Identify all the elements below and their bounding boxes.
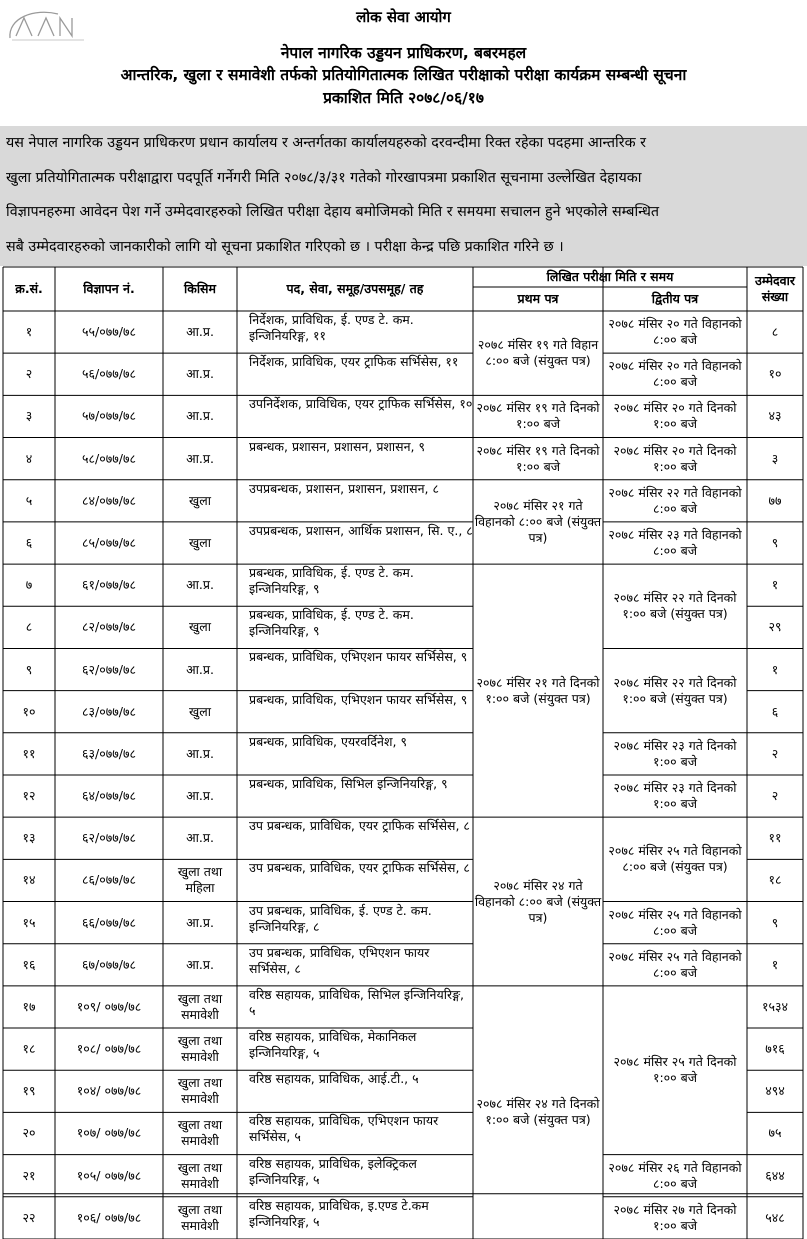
- row-candidate-count: ११: [768, 830, 782, 846]
- row-post: उप प्रबन्धक, प्राविधिक, एयर ट्राफिक सर्भिसेस, ८: [249, 860, 470, 876]
- row-type: आ.प्र.: [186, 956, 214, 972]
- row-advertisement-no: १०५/ ०७७/७८: [76, 1167, 142, 1183]
- row-advertisement-no: ८३/०७७/७८: [82, 703, 136, 719]
- row-post: वरिष्ठ सहायक, प्राविधिक, मेकानिकल इन्जिनियरिङ्ग, ५: [249, 1029, 417, 1061]
- row-type: खुला तथा समावेशी: [177, 1033, 223, 1065]
- row-advertisement-no: ६३/०७७/७८: [82, 745, 136, 761]
- row-type: खुला तथा महिला: [177, 864, 223, 896]
- row-post: वरिष्ठ सहायक, प्राविधिक, इ.एण्ड टे.कम इन्जिनियरिङ्ग, ५: [249, 1197, 429, 1229]
- second-paper-schedule: २०७८ मंसिर २० गते दिनको १:०० बजे: [613, 442, 737, 474]
- row-type: खुला: [189, 534, 211, 550]
- second-paper-schedule: २०७८ मंसिर २० गते विहानको ८:०० बजे: [608, 316, 742, 348]
- row-serial-no: ५: [25, 492, 33, 508]
- second-paper-schedule: २०७८ मंसिर २२ गते दिनको १:०० बजे (संयुक्त पत्र): [613, 674, 737, 706]
- row-serial-no: ६: [25, 534, 33, 550]
- row-serial-no: २१: [22, 1167, 36, 1183]
- row-advertisement-no: ६७/०७७/७८: [82, 956, 136, 972]
- row-post: उप प्रबन्धक, प्राविधिक, एयर ट्राफिक सर्भिसेस, ८: [249, 818, 470, 834]
- row-candidate-count: ६: [771, 703, 779, 719]
- row-serial-no: १६: [22, 956, 36, 972]
- row-candidate-count: ९: [771, 534, 779, 550]
- row-advertisement-no: ५७/०७७/७८: [82, 408, 136, 424]
- notice-subject: आन्तरिक, खुला र समावेशी तर्फको प्रतियोगितात्मक लिखित परीक्षाको परीक्षा कार्यक्रम सम्बन्धी सूचना: [120, 66, 687, 84]
- row-type: आ.प्र.: [186, 745, 214, 761]
- row-post: वरिष्ठ सहायक, प्राविधिक, एभिएशन फायर सर्भिसेस, ५: [249, 1113, 439, 1145]
- row-serial-no: ११: [22, 745, 36, 761]
- row-type: खुला तथा समावेशी: [177, 1201, 223, 1233]
- header-candidate-count: उम्मेदवार संख्या: [754, 273, 795, 304]
- row-post: प्रबन्धक, प्राविधिक, एयरवर्दिनेश, ९: [249, 733, 407, 749]
- header-written-exam: लिखित परीक्षा मिति र समय: [546, 269, 674, 284]
- row-type: खुला तथा समावेशी: [177, 990, 223, 1022]
- row-candidate-count: ९: [771, 914, 779, 930]
- intro-line: खुला प्रतियोगितात्मक परीक्षाद्वारा पदपूर्ति गर्नेगरी मिति २०७८/३/३१ गतेको गोरखापत्रमा प्रकाशित सूचनामा उल्लेखित देहायका: [6, 170, 642, 186]
- row-post: निर्देशक, प्राविधिक, ई. एण्ड टे. कम. इन्जिनियरिङ्ग, ११: [249, 312, 414, 343]
- row-candidate-count: १८: [768, 872, 782, 888]
- second-paper-schedule: २०७८ मंसिर २५ गते विहानको ८:०० बजे: [608, 906, 742, 938]
- intro-line: सबै उम्मेदवारहरुको जानकारीको लागि यो सूचना प्रकाशित गरिएको छ । परीक्षा केन्द्र पछि प्रकाशित गरिने छ ।: [6, 239, 564, 255]
- row-advertisement-no: १०४/ ०७७/७८: [76, 1083, 142, 1099]
- second-paper-schedule: २०७८ मंसिर २३ गते दिनको १:०० बजे: [613, 780, 737, 812]
- row-candidate-count: ६४४: [765, 1167, 785, 1183]
- row-serial-no: १३: [22, 830, 36, 846]
- row-post: उपप्रबन्धक, प्रशासन, प्रशासन, प्रशासन, ८: [249, 480, 439, 496]
- row-serial-no: ७: [25, 577, 33, 593]
- row-type: आ.प्र.: [186, 450, 214, 466]
- row-type: आ.प्र.: [186, 661, 214, 677]
- row-serial-no: १९: [22, 1083, 36, 1099]
- row-candidate-count: १: [771, 577, 779, 593]
- row-serial-no: १८: [22, 1041, 36, 1057]
- row-advertisement-no: ८५/०७७/७८: [82, 534, 136, 550]
- second-paper-schedule: २०७८ मंसिर २३ गते विहानको ८:०० बजे: [608, 526, 742, 558]
- organization-name: नेपाल नागरिक उड्डयन प्राधिकरण, बबरमहल: [280, 44, 527, 62]
- second-paper-schedule: २०७८ मंसिर २७ गते दिनको १:०० बजे: [613, 1201, 737, 1233]
- row-type: आ.प्र.: [186, 577, 214, 593]
- row-type: खुला तथा समावेशी: [177, 1117, 223, 1149]
- row-type: खुला तथा समावेशी: [177, 1159, 223, 1191]
- row-post: प्रबन्धक, प्राविधिक, ई. एण्ड टे. कम. इन्जिनियरिङ्ग, ९: [249, 607, 414, 639]
- row-serial-no: ९: [25, 661, 33, 677]
- row-type: आ.प्र.: [186, 324, 214, 340]
- row-serial-no: १२: [22, 788, 36, 804]
- second-paper-schedule: २०७८ मंसिर २६ गते विहानको ८:०० बजे: [608, 1159, 742, 1191]
- row-serial-no: १७: [22, 998, 36, 1014]
- second-paper-schedule: २०७८ मंसिर २३ गते दिनको १:०० बजे: [613, 737, 737, 769]
- row-candidate-count: ७७: [768, 492, 782, 508]
- row-serial-no: ८: [25, 619, 33, 635]
- row-serial-no: १: [25, 324, 33, 340]
- row-candidate-count: २: [771, 745, 779, 761]
- row-serial-no: १५: [22, 914, 36, 930]
- row-post: उप प्रबन्धक, प्राविधिक, एभिएशन फायर सर्भिसेस, ८: [249, 944, 430, 976]
- row-advertisement-no: ६२/०७७/७८: [82, 661, 136, 677]
- row-candidate-count: १: [771, 956, 779, 972]
- row-advertisement-no: ५८/०७७/७८: [82, 450, 136, 466]
- row-post: वरिष्ठ सहायक, प्राविधिक, आई.टी., ५: [249, 1071, 419, 1087]
- header-type: किसिम: [183, 281, 216, 296]
- intro-line: विज्ञापनहरुमा आवेदन पेश गर्ने उम्मेदवारहरुको लिखित परीक्षा देहाय बमोजिमको मिति र समयमा सचालन हुने भएकोले सम्बन्धित: [6, 204, 660, 220]
- header-post: पद, सेवा, समूह/उपसमूह/ तह: [286, 281, 424, 296]
- row-advertisement-no: ५५/०७७/७८: [82, 324, 136, 340]
- row-advertisement-no: १०६/ ०७७/७८: [76, 1209, 142, 1225]
- row-advertisement-no: ६२/०७७/७८: [82, 830, 136, 846]
- row-post: प्रबन्धक, प्राविधिक, एभिएशन फायर सर्भिसेस, ९: [249, 649, 468, 665]
- row-post: उप प्रबन्धक, प्राविधिक, ई. एण्ड टे. कम. इन्जिनियरिङ्ग, ८: [249, 902, 432, 934]
- row-type: आ.प्र.: [186, 408, 214, 424]
- second-paper-schedule: २०७८ मंसिर २५ गते विहानको ८:०० बजे (संयुक्त पत्र): [608, 843, 742, 875]
- row-candidate-count: ८: [771, 324, 779, 340]
- first-paper-schedule: २०७८ मंसिर १९ गते दिनको १:०० बजे: [476, 442, 600, 474]
- row-serial-no: २: [25, 366, 33, 382]
- second-paper-schedule: २०७८ मंसिर २२ गते दिनको १:०० बजे (संयुक्त पत्र): [613, 590, 737, 622]
- row-type: आ.प्र.: [186, 788, 214, 804]
- row-serial-no: १०: [22, 703, 36, 719]
- row-candidate-count: १: [771, 661, 779, 677]
- row-type: आ.प्र.: [186, 830, 214, 846]
- row-type: आ.प्र.: [186, 366, 214, 382]
- second-paper-schedule: २०७८ मंसिर २२ गते विहानको ८:०० बजे: [608, 484, 742, 516]
- first-paper-schedule: २०७८ मंसिर २१ गते विहानको ८:०० बजे (संयुक्त पत्र): [474, 497, 602, 545]
- row-post: उपप्रबन्धक, प्रशासन, आर्थिक प्रशासन, सि. ए., ८: [249, 522, 473, 538]
- row-advertisement-no: १०७/ ०७७/७८: [76, 1125, 142, 1141]
- row-type: खुला तथा समावेशी: [177, 1075, 223, 1107]
- row-candidate-count: ४३: [768, 408, 782, 424]
- first-paper-schedule: २०७८ मंसिर २४ गते विहानको ८:०० बजे (संयुक्त पत्र): [474, 877, 602, 925]
- row-type: खुला: [189, 703, 211, 719]
- header-serial-no: क्र.सं.: [15, 281, 43, 296]
- first-paper-schedule: २०७८ मंसिर १९ गते दिनको १:०० बजे: [476, 400, 600, 432]
- row-candidate-count: ७५: [768, 1125, 782, 1141]
- row-advertisement-no: ६१/०७७/७८: [82, 577, 136, 593]
- second-paper-schedule: २०७८ मंसिर २५ गते दिनको १:०० बजे: [613, 1054, 737, 1086]
- first-paper-schedule: २०७८ मंसिर २४ गते दिनको १:०० बजे (संयुक्त पत्र): [476, 1096, 600, 1128]
- row-advertisement-no: ५६/०७७/७८: [82, 366, 136, 382]
- row-candidate-count: ७१६: [765, 1041, 785, 1057]
- row-advertisement-no: ८४/०७७/७८: [82, 492, 136, 508]
- row-type: आ.प्र.: [186, 914, 214, 930]
- row-candidate-count: १०: [768, 366, 782, 382]
- second-paper-schedule: २०७८ मंसिर २० गते दिनको १:०० बजे: [613, 400, 737, 432]
- row-candidate-count: ५४८: [765, 1209, 785, 1225]
- row-candidate-count: ३: [771, 450, 779, 466]
- row-candidate-count: १५३४: [761, 998, 788, 1014]
- row-serial-no: २०: [22, 1125, 36, 1141]
- intro-line: यस नेपाल नागरिक उड्डयन प्राधिकरण प्रधान कार्यालय र अन्तर्गतका कार्यालयहरुको दरवन्दीमा रिक्त रहेका पदहमा आन्तरिक र: [6, 135, 646, 151]
- row-serial-no: ३: [25, 408, 33, 424]
- row-post: प्रबन्धक, प्राविधिक, सिभिल इन्जिनियरिङ्ग, ९: [249, 775, 448, 791]
- header-second-paper: द्वितीय पत्र: [651, 291, 699, 306]
- row-advertisement-no: ८६/०७७/७८: [82, 872, 136, 888]
- first-paper-schedule: २०७८ मंसिर १९ गते विहान ८:०० बजे (संयुक्त पत्र): [477, 337, 599, 369]
- row-candidate-count: ४९४: [765, 1083, 785, 1099]
- header-advertisement-no: विज्ञापन नं.: [83, 281, 135, 296]
- row-type: खुला: [189, 492, 211, 508]
- commission-title: लोक सेवा आयोग: [356, 8, 451, 26]
- row-candidate-count: २: [771, 788, 779, 804]
- second-paper-schedule: २०७८ मंसिर २५ गते विहानको ८:०० बजे: [608, 948, 742, 980]
- row-post: प्रबन्धक, प्राविधिक, ई. एण्ड टे. कम. इन्जिनियरिङ्ग, ९: [249, 565, 414, 597]
- row-post: वरिष्ठ सहायक, प्राविधिक, सिभिल इन्जिनियरिङ्ग, ५: [249, 986, 464, 1018]
- row-serial-no: १४: [22, 872, 36, 888]
- row-advertisement-no: १०९/ ०७७/७८: [76, 998, 142, 1014]
- published-date: प्रकाशित मिति २०७८/०६/१७: [323, 89, 484, 107]
- row-advertisement-no: १०८/ ०७७/७८: [76, 1041, 142, 1057]
- row-post: प्रबन्धक, प्रशासन, प्रशासन, प्रशासन, ९: [249, 438, 426, 454]
- row-post: उपनिर्देशक, प्राविधिक, एयर ट्राफिक सर्भिसेस, १०: [249, 396, 473, 412]
- row-post: वरिष्ठ सहायक, प्राविधिक, इलेक्ट्रिकल इन्जिनियरिङ्ग, ५: [249, 1155, 417, 1187]
- row-post: प्रबन्धक, प्राविधिक, एभिएशन फायर सर्भिसेस, ९: [249, 691, 468, 707]
- header-first-paper: प्रथम पत्र: [517, 291, 559, 306]
- row-advertisement-no: ६६/०७७/७८: [82, 914, 136, 930]
- row-serial-no: २२: [22, 1209, 36, 1225]
- row-post: निर्देशक, प्राविधिक, एयर ट्राफिक सर्भिसेस, ११: [249, 354, 459, 370]
- row-serial-no: ४: [25, 450, 33, 466]
- row-candidate-count: २९: [768, 619, 782, 635]
- row-type: खुला: [189, 619, 211, 635]
- first-paper-schedule: २०७८ मंसिर २१ गते दिनको १:०० बजे (संयुक्त पत्र): [476, 674, 600, 706]
- row-advertisement-no: ८२/०७७/७८: [82, 619, 136, 635]
- row-advertisement-no: ६४/०७७/७८: [82, 788, 136, 804]
- second-paper-schedule: २०७८ मंसिर २० गते विहानको ८:०० बजे: [608, 358, 742, 390]
